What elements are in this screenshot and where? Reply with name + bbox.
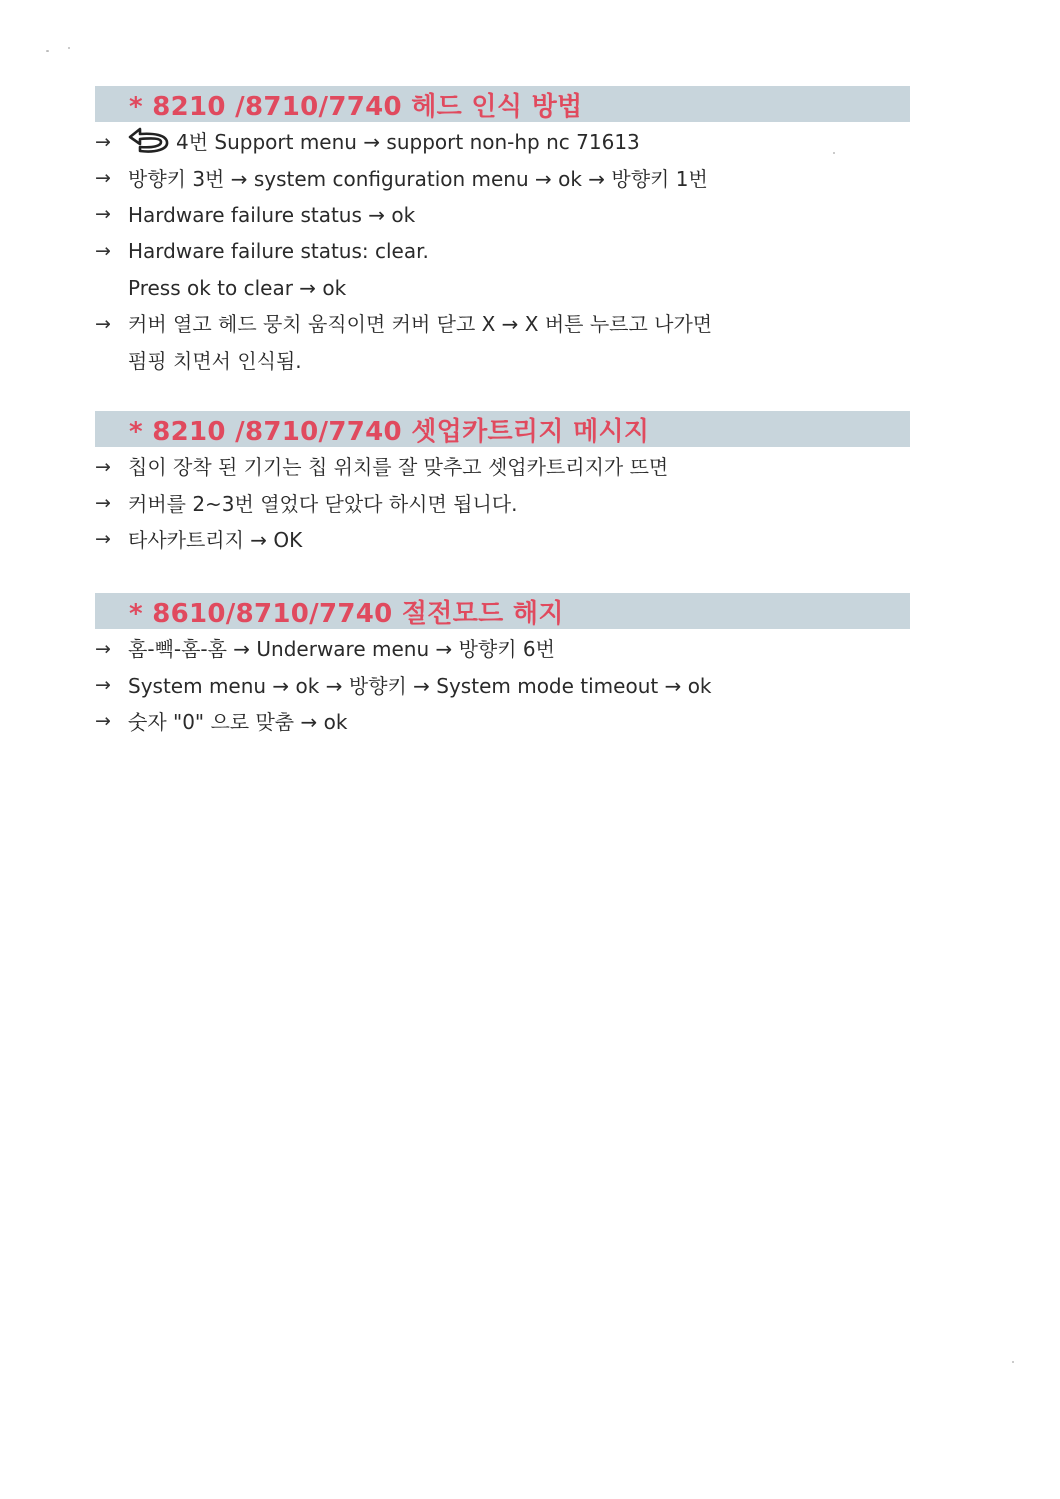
- instruction-list: [95, 631, 910, 740]
- instruction-line: [95, 704, 910, 740]
- instruction-text: Press ok to clear → ok: [128, 275, 347, 300]
- section-title: * 8610/8710/7740 절전모드 해지: [129, 598, 564, 629]
- instruction-line: [95, 160, 910, 196]
- instruction-text: 커버를 2~3번 열었다 닫았다 하시면 됩니다.: [128, 491, 518, 516]
- instruction-line: [95, 522, 910, 558]
- arrow-icon: →: [95, 130, 111, 153]
- instruction-text: 칩이 장착 된 기기는 칩 위치를 잘 맞추고 셋업카트리지가 뜨면: [128, 455, 669, 480]
- scan-speck: [46, 50, 49, 52]
- section-title: * 8210 /8710/7740 셋업카트리지 메시지: [129, 416, 650, 447]
- arrow-icon: →: [95, 528, 111, 551]
- instruction-line: [95, 306, 910, 342]
- arrow-icon: →: [95, 203, 111, 226]
- instruction-text: System menu → ok → 방향키 → System mode timeout → ok: [128, 673, 712, 698]
- instruction-line: [95, 233, 910, 269]
- instruction-text: 타사카트리지 → OK: [128, 527, 303, 552]
- instruction-text: 4번 Support menu → support non-hp nc 71613: [176, 130, 640, 155]
- instruction-line: [95, 631, 910, 667]
- instruction-text: Hardware failure status: clear.: [128, 239, 429, 264]
- instruction-line: [95, 485, 910, 521]
- arrow-icon: →: [95, 239, 111, 262]
- arrow-icon: →: [95, 492, 111, 515]
- instruction-text: 펌핑 치면서 인식됨.: [128, 348, 302, 373]
- section-header: [95, 86, 910, 122]
- instruction-line-continued: [95, 342, 910, 378]
- instruction-line: [95, 449, 910, 485]
- instruction-text: 숫자 "0" 으로 맞춤 → ok: [128, 709, 348, 734]
- instruction-text: 홈-빽-홈-홈 → Underware menu → 방향키 6번: [128, 637, 555, 662]
- arrow-icon: →: [95, 710, 111, 733]
- back-arrow-icon: [126, 127, 172, 157]
- arrow-icon: →: [95, 167, 111, 190]
- instruction-list: [95, 124, 910, 379]
- scan-speck: [68, 47, 70, 49]
- instruction-line: [95, 197, 910, 233]
- section-sleep-mode: [95, 593, 910, 740]
- instruction-list: [95, 449, 910, 558]
- arrow-icon: →: [95, 312, 111, 335]
- section-title: * 8210 /8710/7740 헤드 인식 방법: [129, 91, 583, 122]
- instruction-line-continued: [95, 270, 910, 306]
- section-head-recognition: [95, 86, 910, 379]
- arrow-icon: →: [95, 455, 111, 478]
- instruction-text: Hardware failure status → ok: [128, 202, 416, 227]
- scan-speck: [833, 152, 835, 154]
- instruction-line: [95, 667, 910, 703]
- instruction-line: [95, 124, 910, 160]
- section-header: [95, 411, 910, 447]
- scan-speck: [1012, 1361, 1014, 1363]
- section-header: [95, 593, 910, 629]
- arrow-icon: →: [95, 674, 111, 697]
- instruction-text: 방향키 3번 → system configuration menu → ok → 방향키 1번: [128, 166, 708, 191]
- section-setup-cartridge: [95, 411, 910, 558]
- instruction-text: 커버 열고 헤드 뭉치 움직이면 커버 닫고 X → X 버튼 누르고 나가면: [128, 312, 713, 337]
- arrow-icon: →: [95, 637, 111, 660]
